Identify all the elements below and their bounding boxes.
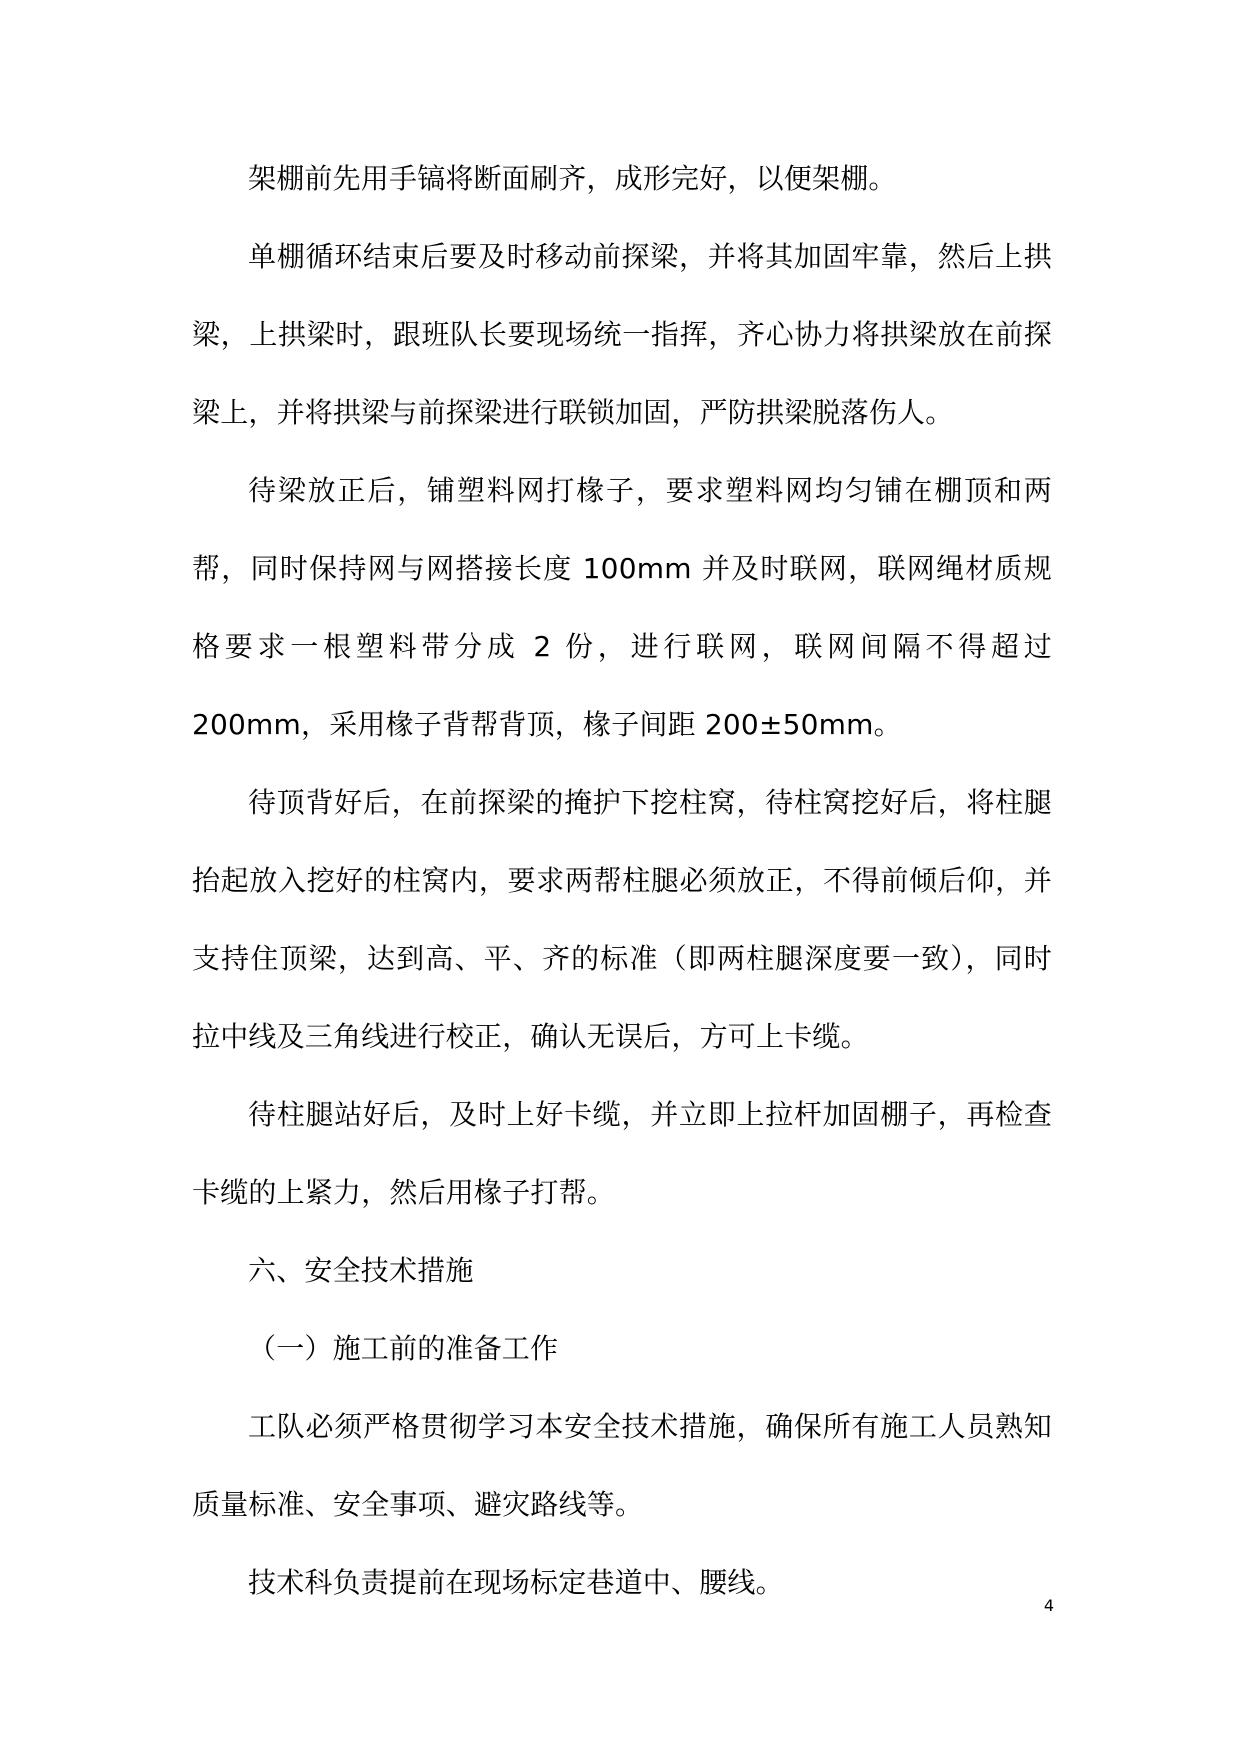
section-heading-safety-measures: 六、安全技术措施 [248, 1254, 474, 1287]
paragraph-team-study: 工队必须严格贯彻学习本安全技术措施，确保所有施工人员熟知质量标准、安全事项、避灾路线等。 [192, 1410, 1052, 1521]
paragraph-shed-preparation: 架棚前先用手镐将断面刷齐，成形完好，以便架棚。 [248, 162, 897, 195]
document-body [192, 140, 1062, 1622]
paragraph-technical-section: 技术科负责提前在现场标定巷道中、腰线。 [248, 1566, 784, 1599]
paragraph-clamp-cable: 待柱腿站好后，及时上好卡缆，并立即上拉杆加固棚子，再检查卡缆的上紧力，然后用椽子打帮。 [192, 1098, 1052, 1209]
subsection-heading-preparation: （一）施工前的准备工作 [248, 1332, 559, 1365]
paragraph-plastic-net: 待梁放正后，铺塑料网打椽子，要求塑料网均匀铺在棚顶和两帮，同时保持网与网搭接长度 100mm 并及时联网，联网绳材质规格要求一根塑料带分成 2 份，进行联网，联网间隔不得超过 200mm，采用椽子背帮背顶，椽子间距 200±50mm。 [192, 474, 1062, 741]
paragraph-arch-beam: 单棚循环结束后要及时移动前探梁，并将其加固牢靠，然后上拱梁，上拱梁时，跟班队长要现场统一指挥，齐心协力将拱梁放在前探梁上，并将拱梁与前探梁进行联锁加固，严防拱梁脱落伤人。 [192, 240, 1052, 429]
paragraph-column-pit: 待顶背好后，在前探梁的掩护下挖柱窝，待柱窝挖好后，将柱腿抬起放入挖好的柱窝内，要求两帮柱腿必须放正，不得前倾后仰，并支持住顶梁，达到高、平、齐的标准（即两柱腿深度要一致），同时拉中线及三角线进行校正，确认无误后，方可上卡缆。 [192, 786, 1052, 1053]
page-number: 4 [1043, 1596, 1054, 1615]
